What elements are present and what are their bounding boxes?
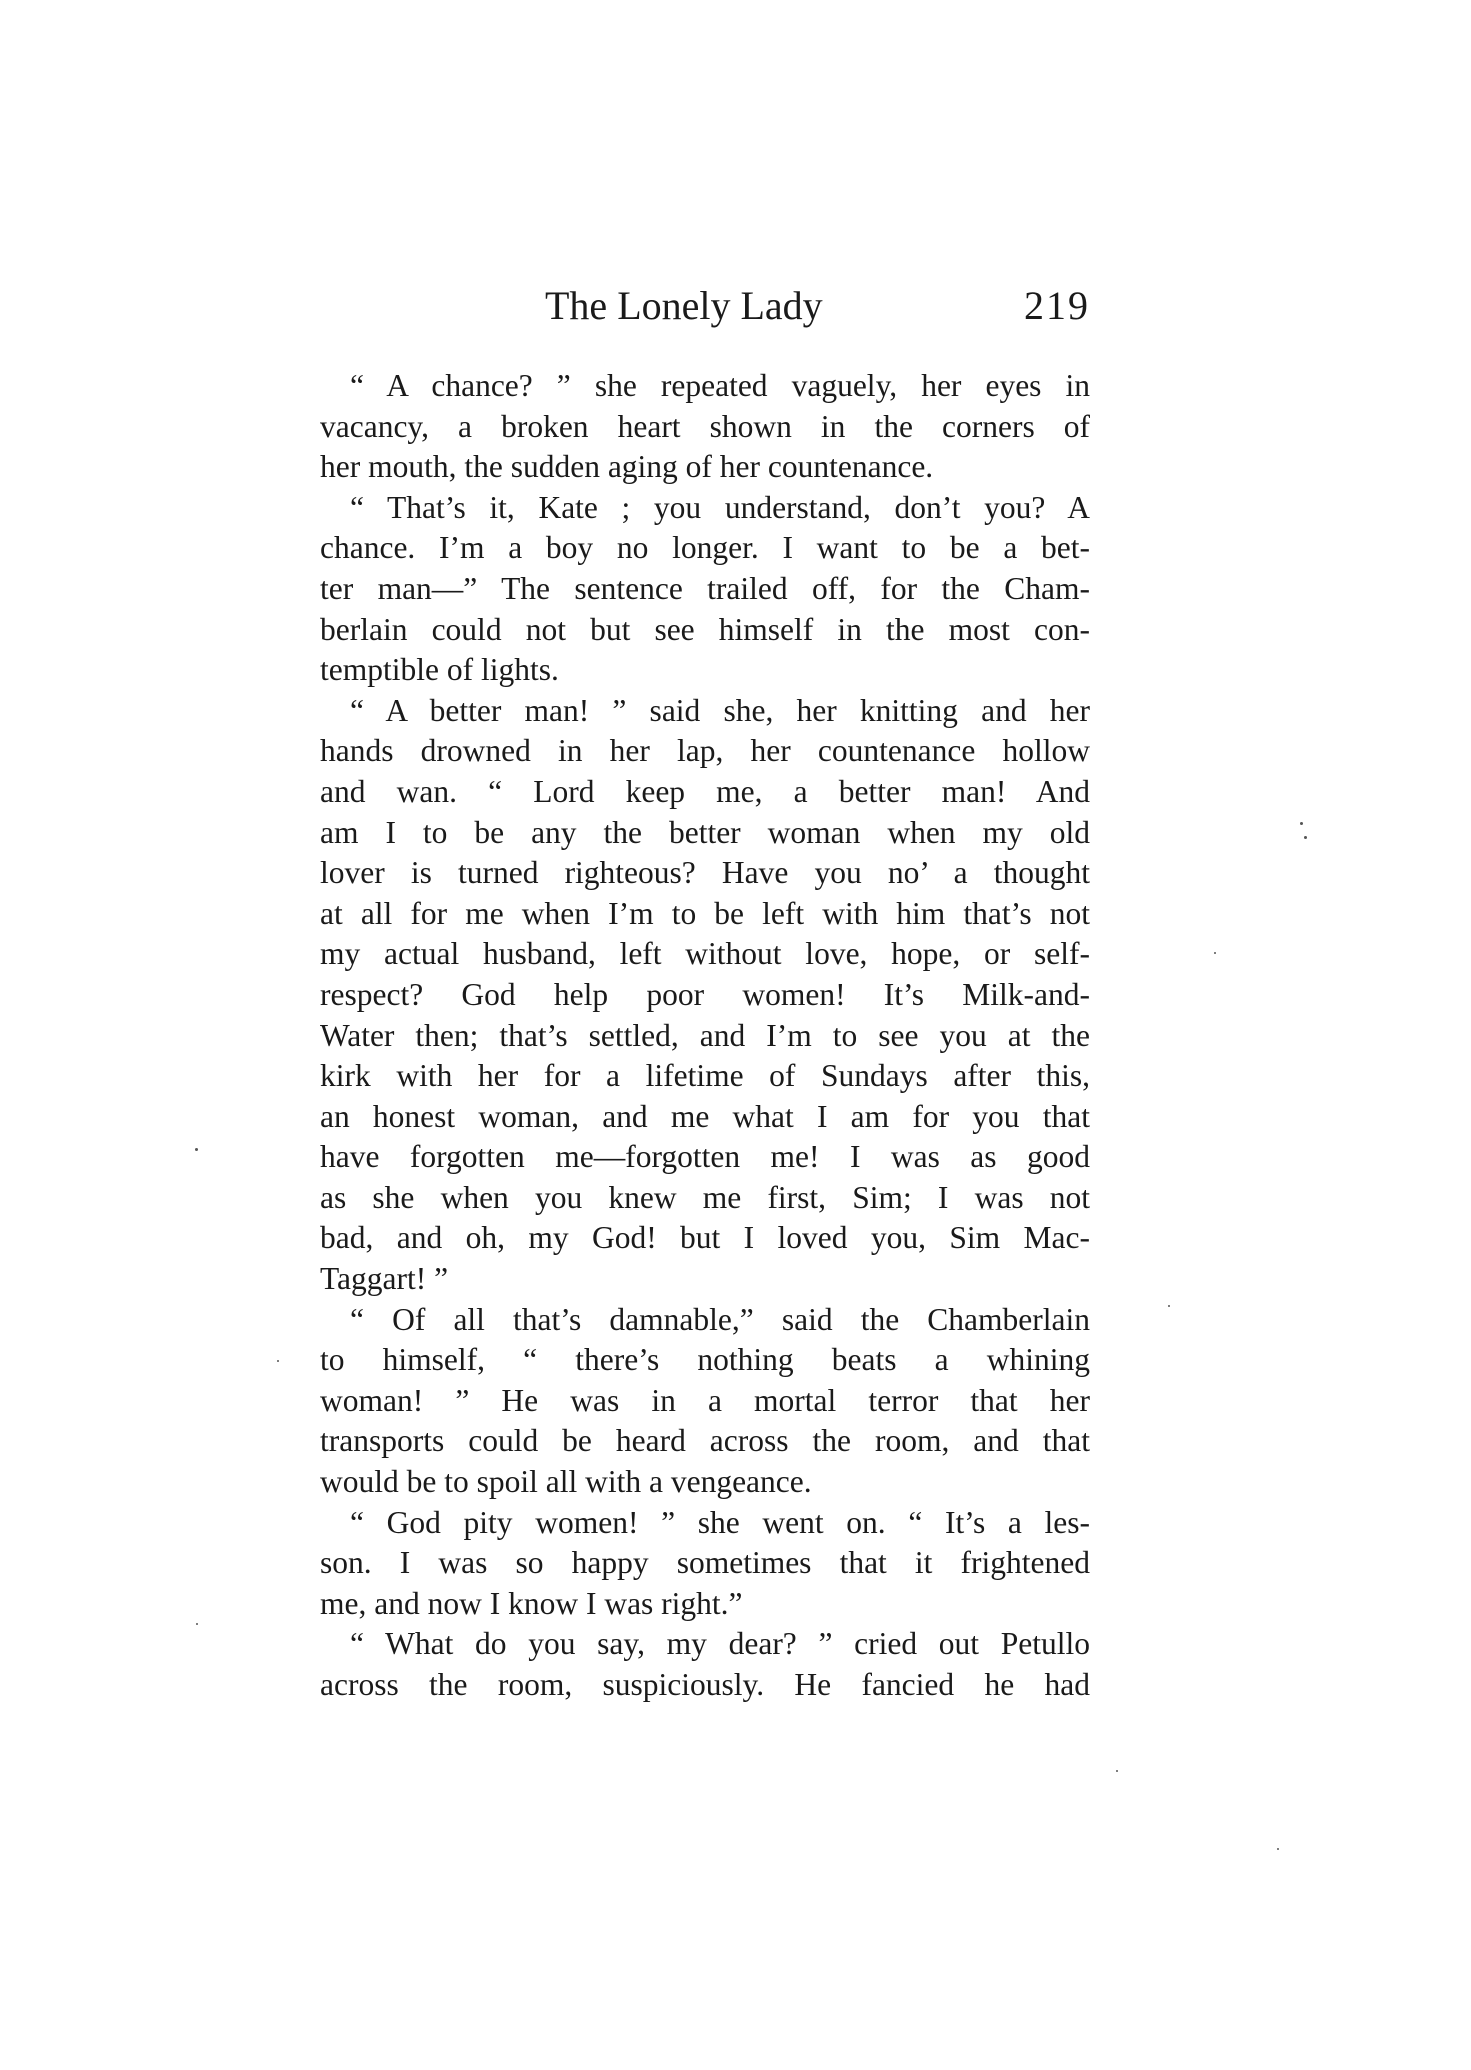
body-text <box>320 366 1090 1706</box>
text-line: as she when you knew me first, Sim; I was not <box>320 1179 1090 1215</box>
text-line: transports could be heard across the room, and that <box>320 1423 1090 1459</box>
scan-speck <box>1304 836 1307 839</box>
text-line: Water then; that’s settled, and I’m to see you at the <box>320 1017 1090 1053</box>
text-line: respect? God help poor women! It’s Milk-and- <box>320 976 1090 1012</box>
text-line: am I to be any the better woman when my old <box>320 814 1090 850</box>
text-line: me, and now I know I was right.” <box>320 1585 743 1621</box>
page-number: 219 <box>1024 283 1090 328</box>
text-line: would be to spoil all with a vengeance. <box>320 1464 812 1500</box>
text-line: to himself, “ there’s nothing beats a whining <box>320 1342 1090 1378</box>
text-line: “ God pity women! ” she went on. “ It’s a les- <box>350 1504 1090 1540</box>
text-line: ter man—” The sentence trailed off, for the Cham- <box>320 570 1090 606</box>
text-line: my actual husband, left without love, hope, or self- <box>320 936 1090 972</box>
scan-speck <box>1116 1770 1118 1772</box>
text-line: bad, and oh, my God! but I loved you, Sim Mac- <box>320 1220 1090 1256</box>
text-line: kirk with her for a lifetime of Sundays after this, <box>320 1058 1090 1094</box>
page-header <box>320 282 1090 332</box>
text-line: “ A chance? ” she repeated vaguely, her eyes in <box>350 368 1090 403</box>
scan-speck <box>1168 1305 1170 1307</box>
scan-speck <box>196 1623 198 1625</box>
text-line: across the room, suspiciously. He fancied he had <box>320 1667 1090 1702</box>
text-line: chance. I’m a boy no longer. I want to be a bet- <box>320 530 1090 566</box>
text-line: “ Of all that’s damnable,” said the Chamberlain <box>350 1301 1090 1337</box>
text-line: hands drowned in her lap, her countenance hollow <box>320 733 1090 769</box>
scan-speck <box>1277 1848 1279 1850</box>
text-line: “ That’s it, Kate ; you understand, don’t you? A <box>350 489 1090 525</box>
running-title: The Lonely Lady <box>545 283 823 328</box>
scan-speck <box>195 1148 198 1151</box>
text-line: vacancy, a broken heart shown in the corners of <box>320 408 1090 444</box>
text-line: “ What do you say, my dear? ” cried out Petullo <box>350 1626 1090 1662</box>
text-line: and wan. “ Lord keep me, a better man! And <box>320 773 1090 809</box>
scan-speck <box>277 1360 279 1362</box>
text-line: “ A better man! ” said she, her knitting and her <box>350 692 1090 728</box>
text-line: have forgotten me—forgotten me! I was as good <box>320 1139 1090 1175</box>
text-line: at all for me when I’m to be left with him that’s not <box>320 895 1090 931</box>
text-line: her mouth, the sudden aging of her countenance. <box>320 449 934 485</box>
text-line: woman! ” He was in a mortal terror that her <box>320 1382 1090 1418</box>
text-line: temptible of lights. <box>320 652 559 688</box>
text-line: berlain could not but see himself in the most con- <box>320 611 1090 647</box>
scan-speck <box>1214 952 1216 954</box>
text-line: an honest woman, and me what I am for you that <box>320 1098 1090 1134</box>
scan-speck <box>1300 822 1303 825</box>
text-line: son. I was so happy sometimes that it frightened <box>320 1545 1090 1581</box>
text-line: lover is turned righteous? Have you no’ a thought <box>320 855 1090 891</box>
text-line: Taggart! ” <box>320 1261 449 1297</box>
